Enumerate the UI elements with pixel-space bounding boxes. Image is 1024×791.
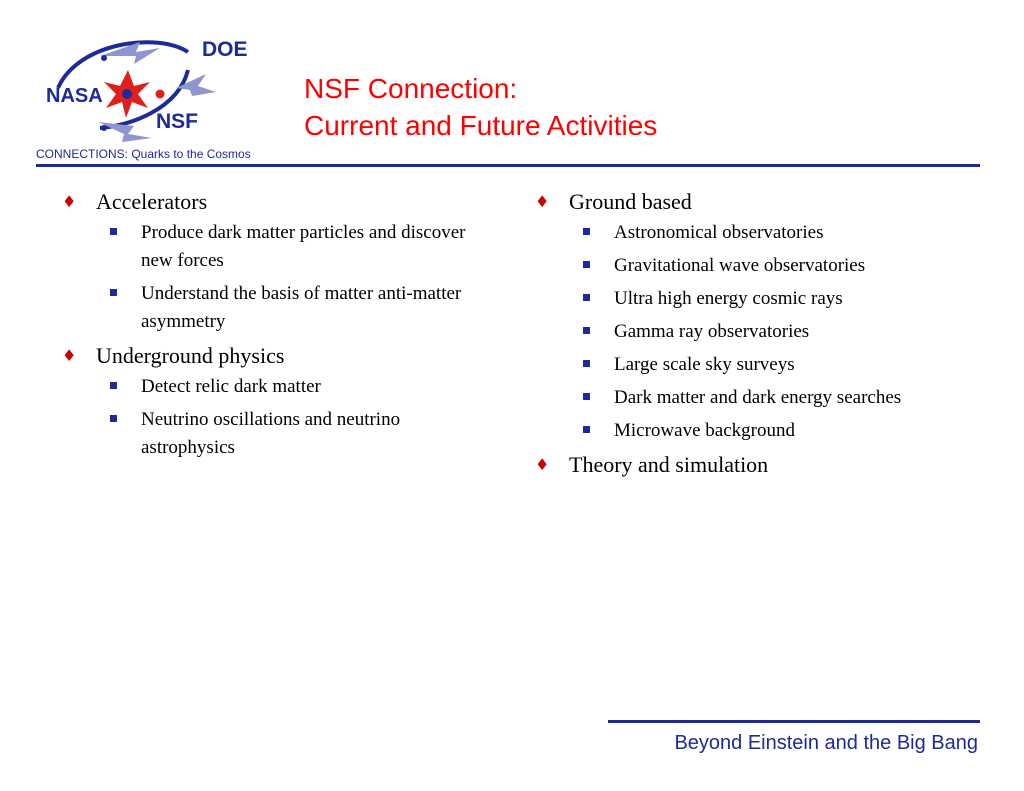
footer-text: Beyond Einstein and the Big Bang xyxy=(674,732,978,754)
arrow-bottom-icon xyxy=(98,122,152,142)
sub-bullet-label: Astronomical observatories xyxy=(614,222,824,243)
logo-caption: CONNECTIONS: Quarks to the Cosmos xyxy=(36,147,251,161)
diamond-bullet-icon: ♦ xyxy=(62,192,77,211)
sub-bullet-label: Gravitational wave observatories xyxy=(614,255,866,276)
logo-nasa-text: NASA xyxy=(46,85,103,107)
title-divider xyxy=(36,164,980,167)
square-bullet-icon xyxy=(583,261,590,268)
bullet-underground-physics xyxy=(62,341,492,371)
blue-dot-bottom xyxy=(101,125,107,131)
bullet-label: Theory and simulation xyxy=(569,452,769,477)
sub-bullet-label: Detect relic dark matter xyxy=(141,376,321,397)
sub-bullet xyxy=(535,351,955,379)
sub-bullet-label: Dark matter and dark energy searches xyxy=(614,387,902,408)
sub-bullet xyxy=(535,417,955,445)
square-bullet-icon xyxy=(583,426,590,433)
logo-doe-text: DOE xyxy=(202,38,248,61)
sub-bullet-label: Neutrino oscillations and neutrino astrophysics xyxy=(141,409,401,458)
sub-bullet xyxy=(535,219,955,247)
bullet-ground-based xyxy=(535,187,955,217)
square-bullet-icon xyxy=(583,228,590,235)
sub-bullet-label: Gamma ray observatories xyxy=(614,321,810,342)
sub-bullet xyxy=(535,318,955,346)
footer-divider xyxy=(608,720,980,723)
square-bullet-icon xyxy=(110,382,117,389)
square-bullet-icon xyxy=(110,415,117,422)
sub-bullet-label: Large scale sky surveys xyxy=(614,354,795,375)
sub-bullet xyxy=(62,406,492,462)
diamond-bullet-icon: ♦ xyxy=(62,346,77,365)
sub-bullet xyxy=(62,280,492,336)
square-bullet-icon xyxy=(110,228,117,235)
right-column xyxy=(535,187,955,482)
sub-bullet-label: Ultra high energy cosmic rays xyxy=(614,288,843,309)
sub-bullet-label: Understand the basis of matter anti-matter asymmetry xyxy=(141,283,462,332)
square-bullet-icon xyxy=(583,327,590,334)
bullet-accelerators xyxy=(62,187,492,217)
sub-bullet-label: Produce dark matter particles and discover new forces xyxy=(141,222,466,271)
slide-title xyxy=(304,70,657,144)
red-dot xyxy=(156,90,165,99)
star-core xyxy=(122,89,132,99)
diamond-bullet-icon: ♦ xyxy=(535,192,550,211)
square-bullet-icon xyxy=(583,393,590,400)
slide-title-line-1: NSF Connection: xyxy=(304,73,518,104)
bullet-theory-and-simulation xyxy=(535,450,955,480)
square-bullet-icon xyxy=(583,294,590,301)
connections-logo xyxy=(38,30,258,148)
sub-bullet xyxy=(62,219,492,275)
sub-bullet xyxy=(535,252,955,280)
diamond-bullet-icon: ♦ xyxy=(535,455,550,474)
left-column xyxy=(62,187,492,467)
sub-bullet-label: Microwave background xyxy=(614,420,795,441)
bullet-label: Underground physics xyxy=(96,343,285,368)
blue-dot-top xyxy=(101,55,107,61)
bullet-label: Ground based xyxy=(569,189,692,214)
sub-bullet xyxy=(62,373,492,401)
square-bullet-icon xyxy=(110,289,117,296)
sub-bullet xyxy=(535,285,955,313)
square-bullet-icon xyxy=(583,360,590,367)
sub-bullet xyxy=(535,384,955,412)
bullet-label: Accelerators xyxy=(96,189,208,214)
logo-nsf-text: NSF xyxy=(156,110,198,133)
slide-title-line-2: Current and Future Activities xyxy=(304,110,658,141)
